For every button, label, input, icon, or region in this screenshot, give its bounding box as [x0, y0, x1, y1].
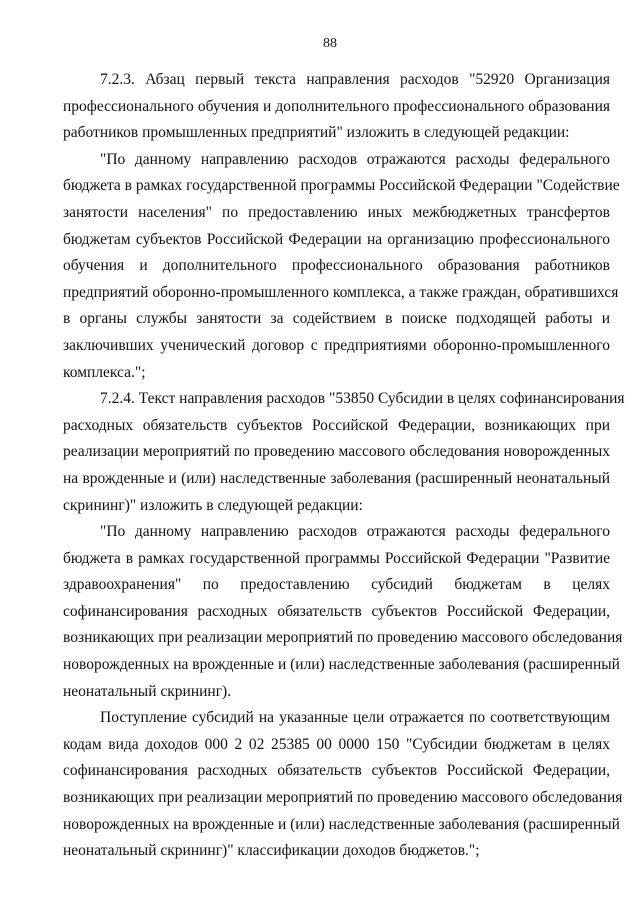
- paragraph: [63, 67, 610, 147]
- text-line: скрининг)" изложить в следующей редакции:: [63, 496, 363, 514]
- text-line: софинансирования расходных обязательств субъектов Российской Федерации,: [63, 602, 610, 620]
- text-line: заключивших ученический договор с предприятиями оборонно-промышленного: [63, 336, 610, 354]
- text-line: "По данному направлению расходов отражаются расходы федерального: [100, 150, 610, 168]
- page-number: 88: [323, 36, 337, 51]
- text-line: в органы службы занятости за содействием в поиске подходящей работы и: [63, 310, 610, 328]
- text-line: занятости населения" по предоставлению иных межбюджетных трансфертов: [63, 203, 610, 221]
- text-line: профессионального обучения и дополнительного профессионального образования: [63, 97, 610, 115]
- text-line: софинансирования расходных обязательств субъектов Российской Федерации,: [63, 762, 610, 780]
- text-line: "По данному направлению расходов отражаются расходы федерального: [100, 523, 610, 541]
- text-line: комплекса.";: [63, 363, 146, 381]
- text-line: новорожденных на врожденные и (или) наследственные заболевания (расширенный: [63, 815, 620, 833]
- text-line: реализации мероприятий по проведению массового обследования новорожденных: [63, 443, 610, 461]
- paragraph: [63, 519, 623, 705]
- text-line: бюджета в рамках государственной программы Российской Федерации "Развитие: [63, 549, 610, 567]
- text-line: неонатальный скрининг)" классификации доходов бюджетов.";: [63, 842, 480, 860]
- paragraph: [63, 705, 623, 865]
- text-line: расходных обязательств субъектов Российской Федерации, возникающих при: [63, 416, 610, 434]
- text-line: бюджета в рамках государственной программы Российской Федерации "Содействие: [63, 177, 620, 195]
- text-line: неонатальный скрининг).: [63, 682, 232, 700]
- text-line: новорожденных на врожденные и (или) наследственные заболевания (расширенный: [63, 656, 620, 674]
- text-line: предприятий оборонно-промышленного комплекса, а также граждан, обратившихся: [63, 283, 619, 301]
- text-line: обучения и дополнительного профессионального образования работников: [63, 257, 610, 275]
- paragraph: [63, 147, 620, 386]
- text-line: Поступление субсидий на указанные цели отражается по соответствующим: [100, 709, 610, 727]
- text-line: здравоохранения" по предоставлению субсидий бюджетам в целях: [63, 576, 610, 594]
- text-line: возникающих при реализации мероприятий по проведению массового обследования: [63, 789, 623, 807]
- text-line: работников промышленных предприятий" изложить в следующей редакции:: [63, 124, 570, 142]
- text-line: возникающих при реализации мероприятий по проведению массового обследования: [63, 629, 623, 647]
- text-line: 7.2.4. Текст направления расходов "53850 Субсидии в целях софинансирования: [100, 390, 625, 408]
- text-line: бюджетам субъектов Российской Федерации на организацию профессионального: [63, 230, 610, 248]
- document-body: [63, 67, 625, 865]
- text-line: 7.2.3. Абзац первый текста направления расходов "52920 Организация: [100, 71, 610, 88]
- text-line: кодам вида доходов 000 2 02 25385 00 0000 150 "Субсидии бюджетам в целях: [63, 735, 610, 753]
- text-line: на врожденные и (или) наследственные заболевания (расширенный неонатальный: [63, 469, 610, 487]
- paragraph: [63, 386, 625, 519]
